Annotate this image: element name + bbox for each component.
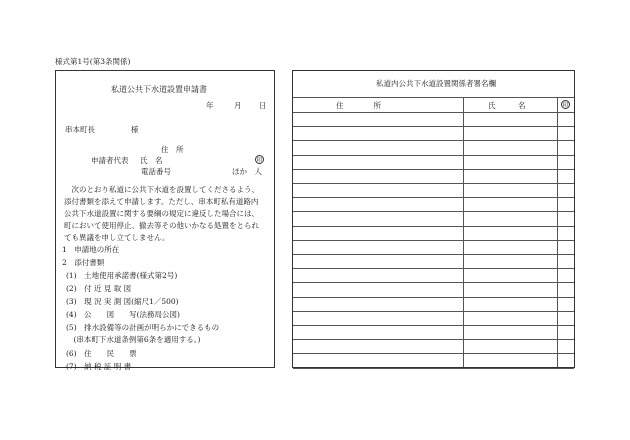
header-seal: 印 [562,102,569,109]
table-row [293,140,574,141]
body-line: ても異議を申し立てしません。 [64,233,170,242]
header-divider [293,97,574,98]
list-item: (串本町下水道条例第6条を適用する。) [66,335,201,344]
table-row [293,325,574,326]
date-day: 日 [259,101,267,110]
list-item: (1) 土地使用承諾書(様式第2号) [66,271,178,280]
table-row [293,112,574,113]
table-row [293,183,574,184]
list-item: (4) 公 図 写(法務局公図) [66,310,180,319]
list-item: 1 申請地の所在 [62,245,120,254]
addressee-sama: 様 [131,125,139,134]
list-item: (3) 現 況 実 測 図(縮尺1／500) [66,297,179,306]
date-year: 年 [206,101,214,110]
table-row [293,268,574,269]
table-row [293,169,574,170]
table-row [293,126,574,127]
body-line: 添付書類を添えて申請します。ただし、串本町私有道路内 [64,197,259,206]
header-address: 住 所 [336,101,381,110]
table-row [293,368,574,369]
date-month: 月 [234,101,242,110]
table-row [293,254,574,255]
table-row [293,282,574,283]
applicant-label: 申請者代表 [91,156,129,165]
list-item: (2) 付 近 見 取 図 [66,284,132,293]
header-name: 氏 名 [488,101,526,110]
signature-list-title: 私道内公共下水道設置関係者署名欄 [376,79,496,88]
table-row [293,211,574,212]
list-item: (6) 住 民 票 [66,349,137,358]
addressee: 串本町長 [65,125,95,134]
applicant-address-label: 住 所 [161,145,184,154]
applicant-name-label: 氏 名 [140,156,163,165]
table-row [293,155,574,156]
list-item: (5) 排水設備等の計画が明らかにできるもの [66,323,220,332]
body-line: 公共下水道設置に関する要綱の規定に違反した場合には、 [64,209,259,218]
list-item: 2 添付書類 [62,258,105,267]
form-number: 様式第1号(第3条関係) [55,57,131,66]
table-row [293,240,574,241]
applicant-others: ほか 人 [232,167,262,176]
table-row [293,339,574,340]
application-title: 私道公共下水道設置申請書 [111,85,207,94]
body-line: 町において使用停止、撤去等その他いかなる処置をとられ [64,221,259,230]
table-row [293,197,574,198]
table-row [293,353,574,354]
column-divider-name [557,97,558,367]
column-divider-address [463,97,464,367]
application-form [55,70,275,371]
table-row [293,311,574,312]
body-line: 次のとおり私道に公共下水道を設置してくださるよう、 [64,185,259,194]
list-item: (7) 納 税 証 明 書 [66,362,132,371]
table-row [293,297,574,298]
applicant-phone-label: 電話番号 [141,167,171,176]
signature-list [292,70,575,368]
applicant-seal: 印 [256,157,263,164]
table-row [293,226,574,227]
